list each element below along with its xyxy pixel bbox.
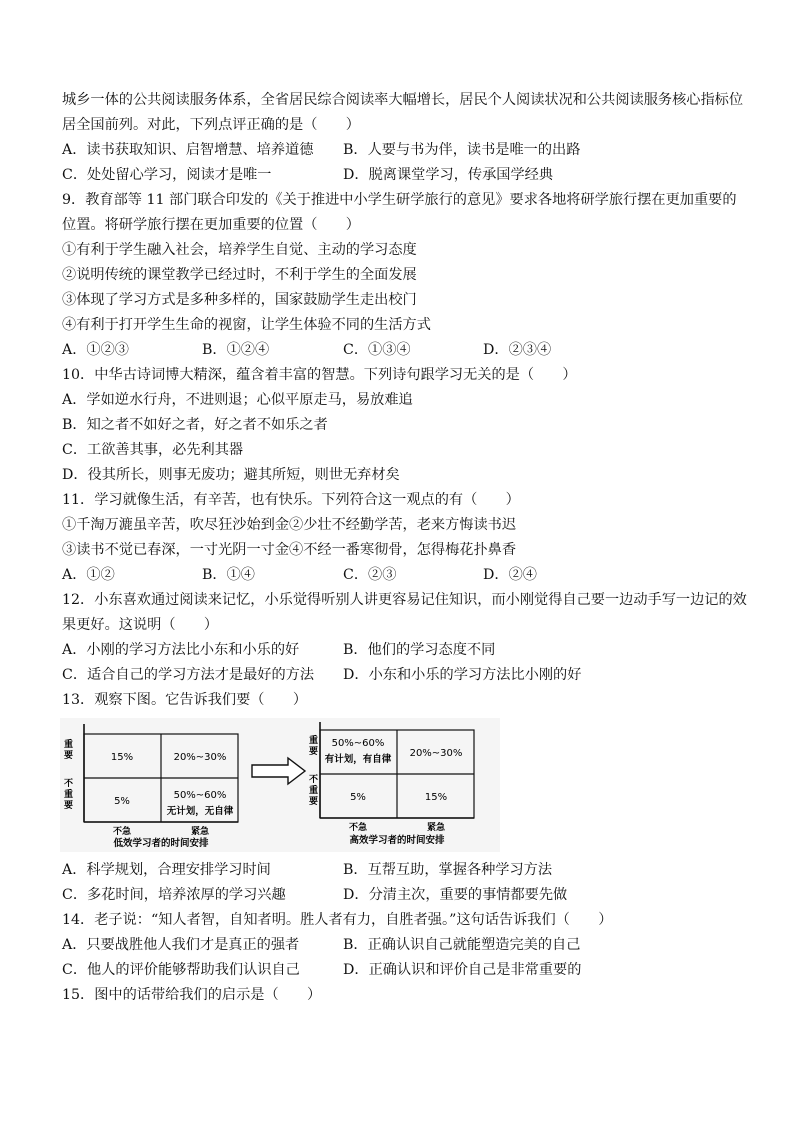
- q14-option-b: B．正确认识自己就能塑造完美的自己: [343, 937, 581, 953]
- q13-option-c: C．多花时间，培养浓厚的学习兴趣: [62, 887, 286, 903]
- q9-stem-line1: 9．教育部等 11 部门联合印发的《关于推进中小学生研学旅行的意见》要求各地将研学旅行摆在更加重要的: [62, 192, 737, 208]
- q10-option-a: A．学如逆水行舟，不进则退；心似平原走马，易放难追: [62, 392, 413, 408]
- right-ylabel-unimportant-3: 要: [309, 797, 319, 807]
- right-xlabel-not-urgent: 不急: [348, 823, 368, 833]
- q10-stem: 10．中华古诗词博大精深，蕴含着丰富的智慧。下列诗句跟学习无关的是（ ）: [62, 367, 577, 383]
- right-ylabel-important-1: 重: [309, 736, 319, 746]
- q12-option-c: C．适合自己的学习方法才是最好的方法: [62, 667, 315, 683]
- right-cell-bl: 5%: [350, 792, 366, 803]
- q14-option-d: D．正确认识和评价自己是非常重要的: [343, 962, 582, 978]
- q12-stem-line1: 12．小东喜欢通过阅读来记忆，小乐觉得听别人讲更容易记住知识，而小刚觉得自己要一边动手写一边记的效: [62, 592, 747, 608]
- left-cell-tl: 15%: [110, 752, 134, 763]
- q9-statement-2: ②说明传统的课堂教学已经过时，不利于学生的全面发展: [62, 267, 417, 283]
- left-xlabel-urgent: 紧急: [190, 827, 210, 837]
- q9-statement-3: ③体现了学习方式是多种多样的，国家鼓励学生走出校门: [62, 292, 417, 308]
- q12-option-b: B．他们的学习态度不同: [343, 642, 496, 658]
- q8-option-a: A．读书获取知识、启智增慧、培养道德: [62, 142, 314, 158]
- q11-option-a: A．①②: [62, 567, 115, 583]
- q8-stem-line2: 居全国前列。对此，下列点评正确的是（ ）: [62, 117, 360, 133]
- q9-option-c: C．①③④: [343, 342, 411, 358]
- q12-option-d: D．小东和小乐的学习方法比小刚的好: [343, 667, 582, 683]
- q9-option-b: B．①②④: [202, 342, 270, 358]
- q9-stem-line2: 位置。将研学旅行摆在更加重要的位置（ ）: [62, 217, 360, 233]
- q13-option-a: A．科学规划，合理安排学习时间: [62, 862, 271, 878]
- time-management-figure: [60, 718, 500, 852]
- left-cell-br-1: 50%~60%: [173, 790, 227, 801]
- q9-statement-4: ④有利于打开学生生命的视窗，让学生体验不同的生活方式: [62, 317, 431, 333]
- q11-option-c: C．②③: [343, 567, 397, 583]
- q11-statements-3-4: ③读书不觉已春深，一寸光阴一寸金④不经一番寒彻骨，怎得梅花扑鼻香: [62, 542, 517, 558]
- q8-option-b: B．人要与书为伴，读书是唯一的出路: [343, 142, 581, 158]
- q8-option-c: C．处处留心学习，阅读才是唯一: [62, 167, 272, 183]
- q11-statements-1-2: ①千淘万漉虽辛苦，吹尽狂沙始到金②少壮不经勤学苦，老来方悔读书迟: [62, 517, 517, 533]
- q8-option-d: D．脱离课堂学习，传承国学经典: [343, 167, 554, 183]
- q8-stem-line1: 城乡一体的公共阅读服务体系，全省居民综合阅读率大幅增长，居民个人阅读状况和公共阅读服务核心指标位: [62, 92, 744, 108]
- right-cell-br: 15%: [424, 792, 448, 803]
- q11-option-b: B．①④: [202, 567, 255, 583]
- right-xlabel-urgent: 紧急: [426, 823, 446, 833]
- right-cell-tl-1: 50%~60%: [331, 738, 385, 749]
- q14-option-a: A．只要战胜他人我们才是真正的强者: [62, 937, 300, 953]
- q12-stem-line2: 果更好。这说明（ ）: [62, 617, 219, 633]
- q14-stem: 14．老子说：“知人者智，自知者明。胜人者有力，自胜者强。”这句话告诉我们（ ）: [62, 912, 613, 928]
- right-ylabel-unimportant-1: 不: [309, 775, 319, 785]
- right-cell-tl-2: 有计划，有自律: [324, 754, 392, 765]
- q13-option-b: B．互帮互助，掌握各种学习方法: [343, 862, 553, 878]
- left-ylabel-unimportant-2: 重: [64, 790, 74, 800]
- q10-option-b: B．知之者不如好之者，好之者不如乐之者: [62, 417, 328, 433]
- right-ylabel-unimportant-2: 重: [309, 786, 319, 796]
- q9-option-a: A．①②③: [62, 342, 129, 358]
- q9-statement-1: ①有利于学生融入社会，培养学生自觉、主动的学习态度: [62, 242, 417, 258]
- left-ylabel-unimportant-3: 要: [64, 801, 74, 811]
- q14-option-c: C．他人的评价能够帮助我们认识自己: [62, 962, 300, 978]
- right-cell-tr: 20%~30%: [409, 748, 463, 759]
- q11-stem: 11．学习就像生活，有辛苦，也有快乐。下列符合这一观点的有（ ）: [62, 492, 520, 508]
- right-caption: 高效学习者的时间安排: [349, 835, 445, 846]
- q15-stem: 15．图中的话带给我们的启示是（ ）: [62, 987, 322, 1003]
- q10-option-c: C．工欲善其事，必先利其器: [62, 442, 244, 458]
- left-ylabel-important-1: 重: [64, 740, 74, 750]
- left-cell-tr: 20%~30%: [173, 752, 227, 763]
- right-ylabel-important-2: 要: [309, 747, 319, 757]
- left-cell-bl: 5%: [114, 796, 130, 807]
- left-ylabel-unimportant-1: 不: [64, 779, 74, 789]
- q11-option-d: D．②④: [483, 567, 537, 583]
- q9-option-d: D．②③④: [483, 342, 552, 358]
- q12-option-a: A．小刚的学习方法比小东和小乐的好: [62, 642, 300, 658]
- left-xlabel-not-urgent: 不急: [112, 827, 132, 837]
- q13-option-d: D．分清主次，重要的事情都要先做: [343, 887, 568, 903]
- left-caption: 低效学习者的时间安排: [113, 838, 209, 849]
- q13-stem: 13．观察下图。它告诉我们要（ ）: [62, 692, 308, 708]
- q10-option-d: D．役其所长，则事无废功；避其所短，则世无弃材矣: [62, 467, 400, 483]
- left-cell-br-2: 无计划，无自律: [166, 806, 234, 817]
- left-ylabel-important-2: 要: [64, 751, 74, 761]
